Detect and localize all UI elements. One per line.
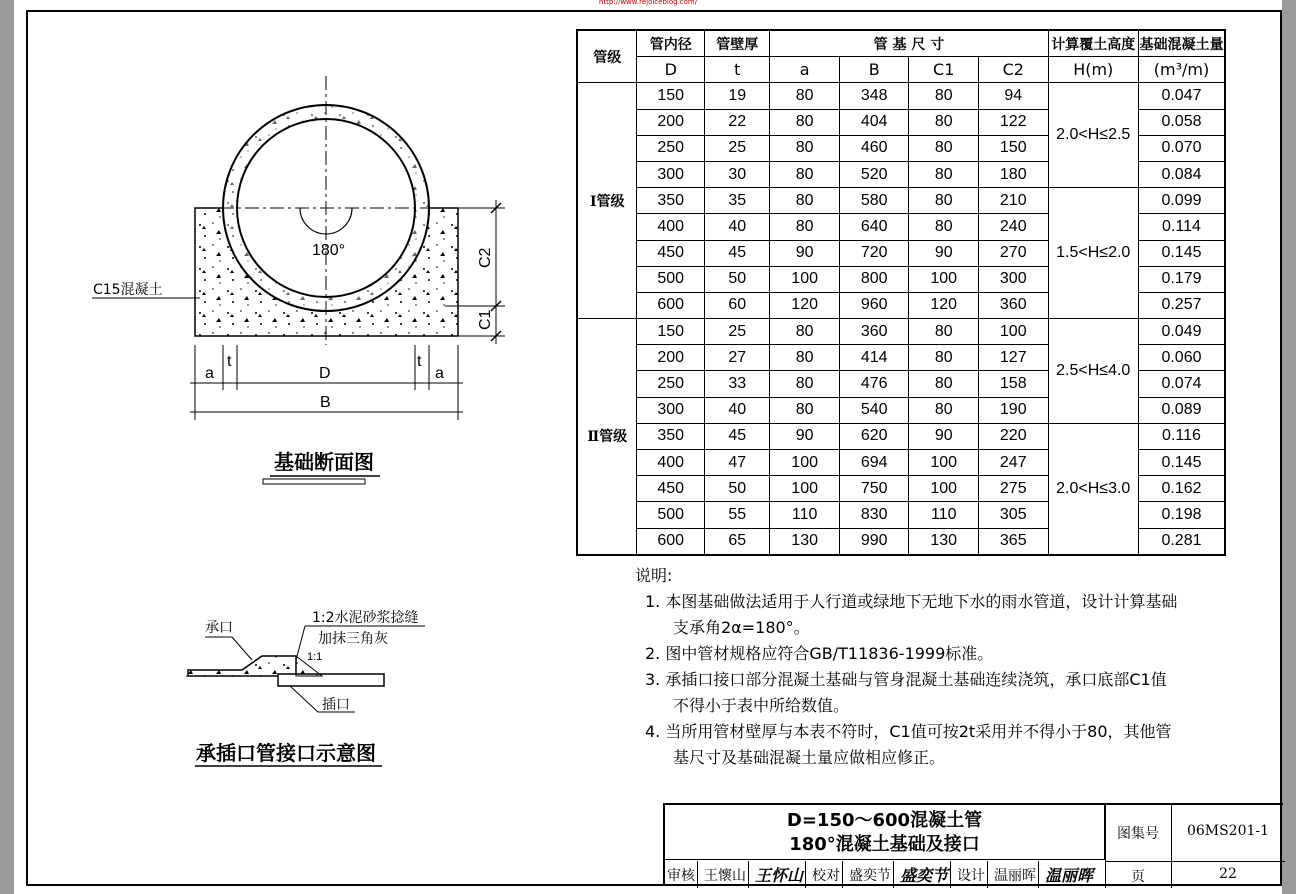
table-subheader-row [577,57,1225,83]
table-cell: 80 [909,397,979,423]
table-cell: 80 [909,161,979,187]
mortar-label: 1:2水泥砂浆捻缝 [312,610,419,626]
header-grade: 管级 [577,30,637,83]
table-cell: 90 [770,240,840,266]
dim-c2: C2 [477,247,494,268]
table-cell: 60 [705,292,770,318]
page-label: 页 [1131,869,1145,885]
table-cell: 122 [978,109,1048,135]
table-cell: 150 [637,319,705,345]
table-cell: 80 [909,83,979,109]
table-cell: 22 [705,109,770,135]
table-cell: 90 [909,240,979,266]
table-cell: 80 [770,135,840,161]
concrete-volume-cell: 0.145 [1138,450,1225,476]
table-cell: 90 [909,423,979,449]
concrete-volume-cell: 0.099 [1138,188,1225,214]
table-cell: 450 [637,240,705,266]
dim-t-right: t [417,353,422,370]
table-row [577,83,1225,109]
checker: 盛奕节 [849,867,892,884]
concrete-volume-cell: 0.058 [1138,109,1225,135]
table-cell: 275 [978,476,1048,502]
table-cell: 100 [909,266,979,292]
table-cell: 476 [839,371,909,397]
table-cell: 600 [637,528,705,555]
note-line: 4. 当所用管材壁厚与本表不符时，C1值可按2t采用并不得小于80，其他管 [645,722,1172,741]
table-cell: 30 [705,161,770,187]
table-cell: 360 [978,292,1048,318]
table-cell: 270 [978,240,1048,266]
table-cell: 80 [770,188,840,214]
table-cell: 80 [770,83,840,109]
table-cell: 80 [909,109,979,135]
table-cell: 300 [978,266,1048,292]
table-cell: 500 [637,502,705,528]
table-cell: 45 [705,423,770,449]
page-number: 22 [1219,866,1237,882]
table-cell: 80 [770,109,840,135]
concrete-volume-cell: 0.074 [1138,371,1225,397]
table-cell: 80 [770,319,840,345]
cover-height-cell: 2.5<H≤4.0 [1048,319,1138,424]
section-title: 基础断面图 [274,450,374,474]
table-cell: 100 [770,266,840,292]
dim-a-right: a [435,365,444,382]
table-cell: 55 [705,502,770,528]
table-cell: 80 [770,345,840,371]
table-cell: 110 [909,502,979,528]
table-cell: 240 [978,214,1048,240]
grade-cell: Ⅰ管级 [577,83,637,319]
table-row [577,319,1225,345]
table-cell: 404 [839,109,909,135]
sub-c2: C2 [978,57,1048,83]
table-cell: 400 [637,450,705,476]
note-line: 3. 承插口接口部分混凝土基础与管身混凝土基础连续浇筑，承口底部C1值 [645,670,1167,689]
table-cell: 80 [770,397,840,423]
header-base-size: 管 基 尺 寸 [770,30,1048,57]
table-cell: 250 [637,371,705,397]
header-wall: 管壁厚 [705,30,770,57]
atlas-number: 06MS201-1 [1186,823,1270,839]
source-url: http://www.rejoiceblog.com/ [598,0,698,6]
table-cell: 220 [978,423,1048,449]
concrete-volume-cell: 0.084 [1138,161,1225,187]
sub-a: a [770,57,840,83]
table-cell: 210 [978,188,1048,214]
left-margin-bar [0,0,14,894]
table-cell: 600 [637,292,705,318]
sub-t: t [705,57,770,83]
table-cell: 348 [839,83,909,109]
reviewer: 王懷山 [704,867,746,884]
table-cell: 100 [909,476,979,502]
concrete-volume-cell: 0.114 [1138,214,1225,240]
table-cell: 120 [770,292,840,318]
spigot-label: 插口 [322,697,350,713]
table-cell: 450 [637,476,705,502]
table-cell: 365 [978,528,1048,555]
table-cell: 40 [705,214,770,240]
checker-signature: 盛奕节 [900,866,949,885]
table-cell: 120 [909,292,979,318]
concrete-volume-cell: 0.281 [1138,528,1225,555]
table-cell: 25 [705,319,770,345]
table-cell: 100 [909,450,979,476]
table-row [577,423,1225,449]
table-cell: 27 [705,345,770,371]
note-line: 不得小于表中所给数值。 [673,696,850,715]
table-cell: 158 [978,371,1048,397]
table-cell: 80 [909,214,979,240]
table-cell: 150 [978,135,1048,161]
table-cell: 200 [637,345,705,371]
table-cell: 350 [637,188,705,214]
table-cell: 460 [839,135,909,161]
design-label: 设计 [957,867,986,884]
notes-heading: 说明: [635,566,673,585]
table-cell: 130 [770,528,840,555]
table-cell: 100 [770,450,840,476]
dim-b: B [320,394,331,411]
section-drawing [60,70,520,490]
table-cell: 720 [839,240,909,266]
sub-c1: C1 [909,57,979,83]
table-cell: 50 [705,476,770,502]
concrete-volume-cell: 0.049 [1138,319,1225,345]
cover-height-cell: 1.5<H≤2.0 [1048,188,1138,319]
angle-label: 180° [312,242,346,259]
table-cell: 47 [705,450,770,476]
table-cell: 500 [637,266,705,292]
table-cell: 100 [770,476,840,502]
table-cell: 40 [705,397,770,423]
table-cell: 960 [839,292,909,318]
table-cell: 65 [705,528,770,555]
table-cell: 80 [770,214,840,240]
header-concrete: 基础混凝土量 [1138,30,1225,57]
sub-b: B [839,57,909,83]
dim-a-left: a [205,365,214,382]
table-cell: 80 [909,371,979,397]
title-line-1: D=150～600混凝土管 [786,810,983,831]
table-cell: 360 [839,319,909,345]
triangle-label: 加抹三角灰 [318,631,388,647]
table-cell: 520 [839,161,909,187]
atlas-label: 图集号 [1117,826,1159,842]
table-cell: 350 [637,423,705,449]
table-row [577,188,1225,214]
table-cell: 250 [637,135,705,161]
table-cell: 127 [978,345,1048,371]
slope-label: 1:1 [307,651,323,663]
designer: 温丽晖 [994,867,1037,884]
table-cell: 300 [637,397,705,423]
cover-height-cell: 2.0<H≤2.5 [1048,83,1138,188]
table-cell: 247 [978,450,1048,476]
table-cell: 80 [909,188,979,214]
check-label: 校对 [812,867,841,884]
note-line: 支承角2α=180°。 [673,618,810,637]
sub-h: H(m) [1048,57,1138,83]
table-cell: 180 [978,161,1048,187]
material-label: C15混凝土 [93,282,163,298]
cover-height-cell: 2.0<H≤3.0 [1048,423,1138,554]
signature-row [665,861,1106,888]
table-cell: 35 [705,188,770,214]
concrete-volume-cell: 0.047 [1138,83,1225,109]
sub-unit: (m³/m) [1138,57,1225,83]
joint-title: 承插口管接口示意图 [196,741,376,765]
concrete-volume-cell: 0.060 [1138,345,1225,371]
concrete-volume-cell: 0.257 [1138,292,1225,318]
table-cell: 130 [909,528,979,555]
table-cell: 80 [770,161,840,187]
concrete-volume-cell: 0.162 [1138,476,1225,502]
pipe-base-table [576,29,1226,556]
concrete-volume-cell: 0.179 [1138,266,1225,292]
concrete-volume-cell: 0.198 [1138,502,1225,528]
note-line: 1. 本图基础做法适用于人行道或绿地下无地下水的雨水管道，设计计算基础 [645,592,1178,611]
table-cell: 94 [978,83,1048,109]
table-cell: 990 [839,528,909,555]
dim-c1: C1 [477,309,494,330]
socket-label: 承口 [205,620,233,636]
title-block [663,803,1283,886]
concrete-volume-cell: 0.089 [1138,397,1225,423]
table-cell: 750 [839,476,909,502]
title-line-2: 180°混凝土基础及接口 [789,834,980,855]
notes [635,563,1178,771]
joint-drawing [180,600,440,770]
dim-d: D [319,365,331,382]
table-cell: 620 [839,423,909,449]
table-cell: 110 [770,502,840,528]
table-cell: 80 [909,319,979,345]
note-line: 基尺寸及基础混凝土量应做相应修正。 [673,748,946,767]
table-cell: 80 [909,345,979,371]
table-cell: 694 [839,450,909,476]
concrete-volume-cell: 0.145 [1138,240,1225,266]
dim-t-left: t [227,353,232,370]
table-cell: 400 [637,214,705,240]
table-cell: 100 [978,319,1048,345]
table-cell: 80 [909,135,979,161]
table-header-row [577,30,1225,57]
table-cell: 150 [637,83,705,109]
reviewer-signature: 王怀山 [755,866,804,885]
table-cell: 830 [839,502,909,528]
concrete-volume-cell: 0.070 [1138,135,1225,161]
table-cell: 640 [839,214,909,240]
table-cell: 414 [839,345,909,371]
table-cell: 800 [839,266,909,292]
sub-d: D [637,57,705,83]
concrete-volume-cell: 0.116 [1138,423,1225,449]
header-cover: 计算覆土高度 [1048,30,1138,57]
grade-cell: Ⅱ管级 [577,319,637,555]
review-label: 审核 [667,867,695,884]
table-cell: 25 [705,135,770,161]
drawing-title [665,805,1105,860]
right-margin-bar [1282,0,1296,894]
table-cell: 19 [705,83,770,109]
table-cell: 305 [978,502,1048,528]
table-cell: 200 [637,109,705,135]
header-inner-d: 管内径 [637,30,705,57]
table-cell: 300 [637,161,705,187]
table-cell: 580 [839,188,909,214]
table-cell: 540 [839,397,909,423]
table-cell: 50 [705,266,770,292]
table-cell: 33 [705,371,770,397]
note-line: 2. 图中管材规格应符合GB/T11836-1999标准。 [645,644,994,663]
table-cell: 80 [770,371,840,397]
table-cell: 45 [705,240,770,266]
table-cell: 90 [770,423,840,449]
table-cell: 190 [978,397,1048,423]
designer-signature: 温丽晖 [1045,866,1094,885]
